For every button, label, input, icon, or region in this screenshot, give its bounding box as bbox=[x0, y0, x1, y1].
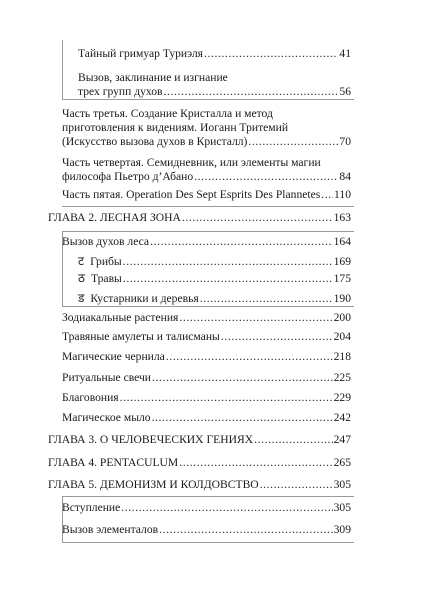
toc-entry[interactable] bbox=[62, 156, 351, 184]
toc-entry-title-line: Вызов, заклинание и изгнание bbox=[78, 71, 228, 84]
toc-entry[interactable] bbox=[48, 456, 351, 470]
bullet-glyph-icon: ड bbox=[78, 291, 85, 305]
toc-entry-page: 70 bbox=[339, 135, 351, 148]
dot-leader bbox=[179, 456, 332, 470]
toc-entry-title-line: приготовления к видениям. Иоганн Тритемий bbox=[62, 121, 289, 134]
toc-entry-page: 190 bbox=[333, 292, 351, 305]
toc-entry[interactable] bbox=[48, 433, 351, 447]
toc-entry-title: Грибы bbox=[90, 255, 122, 268]
toc-entry-page: 309 bbox=[333, 523, 351, 536]
dot-leader bbox=[221, 330, 333, 344]
toc-entry-page: 247 bbox=[333, 433, 351, 446]
toc-entry-title: трех групп духов bbox=[78, 85, 163, 98]
dot-leader bbox=[204, 47, 338, 61]
dot-leader bbox=[123, 272, 333, 286]
toc-entry-title: Травы bbox=[90, 272, 122, 285]
dot-leader bbox=[164, 85, 339, 99]
dot-leader bbox=[120, 391, 333, 405]
toc-entry-page: 229 bbox=[333, 391, 351, 404]
toc-entry-title: Зодиакальные растения bbox=[62, 311, 179, 324]
dot-leader bbox=[200, 292, 333, 306]
toc-entry-title: Вступление bbox=[62, 501, 121, 514]
dot-leader bbox=[254, 433, 333, 447]
toc-entry-title: Тайный гримуар Туриэля bbox=[78, 47, 204, 60]
toc-entry[interactable] bbox=[78, 271, 351, 286]
toc-entry-title: философа Пьетро д’Абано bbox=[62, 170, 194, 183]
dot-leader bbox=[194, 170, 338, 184]
divider bbox=[62, 306, 354, 307]
toc-entry-title: Ритуальные свечи bbox=[62, 371, 152, 384]
toc-entry-title: ГЛАВА 5. ДЕМОНИЗМ И КОЛДОВСТВО bbox=[48, 478, 259, 491]
toc-entry[interactable] bbox=[62, 235, 351, 249]
toc-entry-page: 175 bbox=[333, 272, 351, 285]
toc-entry-page: 204 bbox=[333, 330, 351, 343]
divider bbox=[62, 99, 354, 100]
toc-entry[interactable] bbox=[48, 478, 351, 492]
toc-entry[interactable] bbox=[62, 391, 351, 405]
bullet-glyph-icon: ठ bbox=[78, 271, 85, 285]
divider bbox=[62, 40, 63, 100]
toc-entry[interactable] bbox=[78, 47, 351, 61]
toc-entry-title: Благовония bbox=[62, 391, 119, 404]
dot-leader bbox=[152, 371, 333, 385]
dot-leader bbox=[121, 501, 332, 515]
toc-entry-title: (Искусство вызова духов в Кристалл) bbox=[62, 135, 248, 148]
toc-entry-page: 305 bbox=[333, 478, 351, 491]
toc-entry-page: 169 bbox=[333, 255, 351, 268]
toc-entry-title: Часть пятая. Operation Des Sept Esprits Des Plannetes bbox=[62, 188, 321, 201]
dot-leader bbox=[150, 235, 333, 249]
toc-entry-page: 225 bbox=[333, 371, 351, 384]
toc-entry[interactable] bbox=[62, 501, 351, 515]
toc-entry[interactable] bbox=[62, 411, 351, 425]
toc-entry[interactable] bbox=[62, 311, 351, 325]
toc-entry[interactable] bbox=[62, 188, 351, 202]
divider bbox=[62, 231, 354, 232]
divider bbox=[62, 206, 354, 207]
toc-entry-title: Магические чернила bbox=[62, 350, 165, 363]
toc-entry-title: ГЛАВА 2. ЛЕСНАЯ ЗОНА bbox=[48, 211, 181, 224]
dot-leader bbox=[248, 135, 338, 149]
toc-entry[interactable] bbox=[78, 71, 351, 99]
toc-entry-title-line: Часть третья. Создание Кристалла и метод bbox=[62, 107, 273, 120]
toc-entry-page: 200 bbox=[333, 311, 351, 324]
toc-entry[interactable] bbox=[62, 330, 351, 344]
toc-entry-page: 84 bbox=[339, 170, 351, 183]
toc-entry-title: Магическое мыло bbox=[62, 411, 151, 424]
toc-entry[interactable] bbox=[78, 291, 351, 306]
dot-leader bbox=[260, 478, 333, 492]
dot-leader bbox=[166, 350, 333, 364]
toc-entry[interactable] bbox=[62, 523, 351, 537]
toc-entry-page: 41 bbox=[339, 47, 351, 60]
toc-entry-title-line: Часть четвертая. Семидневник, или элементы магии bbox=[62, 156, 321, 169]
toc-entry-page: 56 bbox=[339, 85, 351, 98]
bullet-glyph-icon: ट bbox=[78, 254, 85, 268]
dot-leader bbox=[159, 523, 333, 537]
toc-entry-title: Вызов духов леса bbox=[62, 235, 150, 248]
toc-entry-title: Травяные амулеты и талисманы bbox=[62, 330, 220, 343]
toc-entry-page: 163 bbox=[333, 211, 351, 224]
toc-entry-title: ГЛАВА 4. PENTACULUM bbox=[48, 456, 179, 469]
toc-entry[interactable] bbox=[78, 254, 351, 269]
toc-entry-page: 305 bbox=[333, 501, 351, 514]
dot-leader bbox=[123, 255, 333, 269]
dot-leader bbox=[179, 311, 332, 325]
toc-entry[interactable] bbox=[48, 211, 351, 225]
dot-leader bbox=[152, 411, 333, 425]
toc-entry-page: 218 bbox=[333, 350, 351, 363]
toc-entry-page: 265 bbox=[333, 456, 351, 469]
toc-entry-title: Кустарники и деревья bbox=[90, 292, 199, 305]
divider bbox=[62, 496, 354, 497]
dot-leader bbox=[321, 188, 333, 202]
toc-entry-page: 110 bbox=[334, 188, 351, 201]
toc-entry-title: ГЛАВА 3. О ЧЕЛОВЕЧЕСКИХ ГЕНИЯХ bbox=[48, 433, 254, 446]
toc-entry-page: 164 bbox=[333, 235, 351, 248]
toc-entry[interactable] bbox=[62, 371, 351, 385]
toc-entry-page: 242 bbox=[333, 411, 351, 424]
dot-leader bbox=[182, 211, 333, 225]
toc-entry[interactable] bbox=[62, 107, 351, 149]
toc-entry-title: Вызов элементалов bbox=[62, 523, 159, 536]
toc-entry[interactable] bbox=[62, 350, 351, 364]
divider bbox=[62, 542, 354, 543]
